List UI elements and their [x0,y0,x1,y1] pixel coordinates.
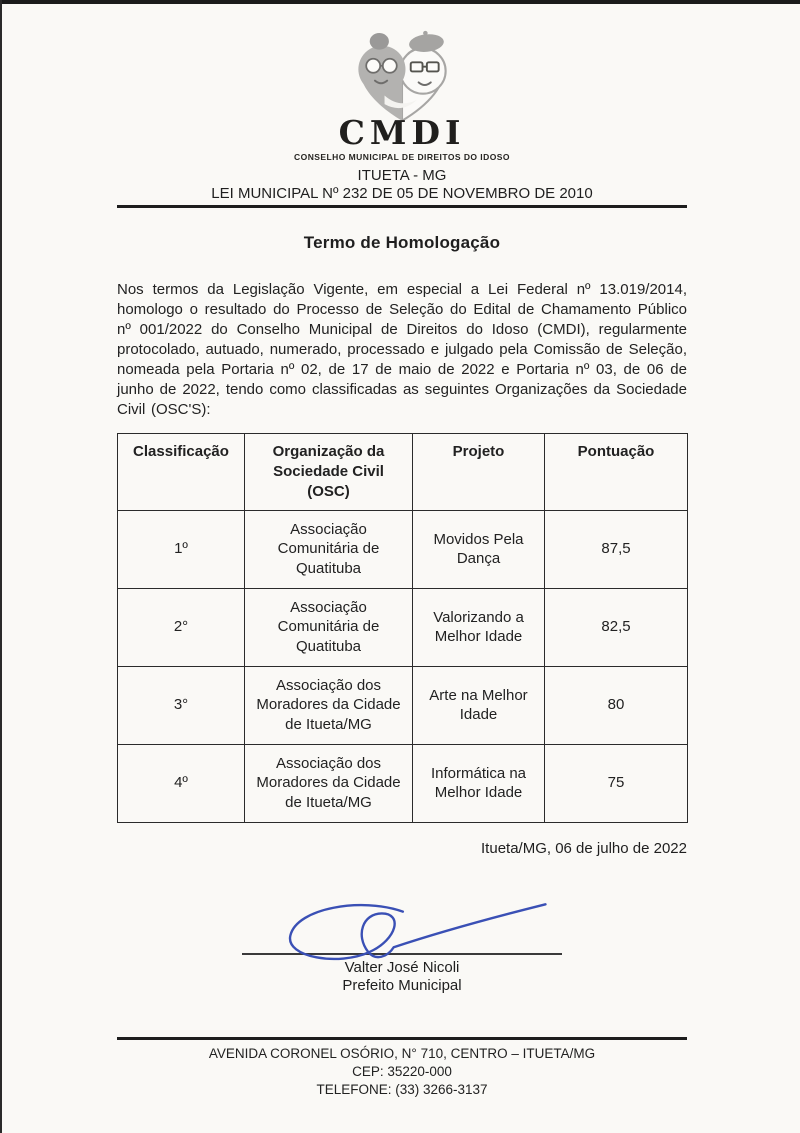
table-row [118,744,688,822]
cell-project: Arte na Melhor Idade [413,666,545,744]
place-date-line: Itueta/MG, 06 de julho de 2022 [481,839,687,857]
elderly-couple-heart-icon [336,30,468,126]
footer-address: AVENIDA CORONEL OSÓRIO, N° 710, CENTRO – ITUETA/MG [208,1046,596,1061]
cell-score: 82,5 [545,588,688,666]
scan-edge-left [0,0,2,1133]
classification-table [117,433,688,823]
cell-osc: Associação Comunitária de Quatituba [245,510,413,588]
cmdi-logo [117,30,687,126]
homologation-paragraph: Nos termos da Legislação Vigente, em especial a Lei Federal nº 13.019/2014, homologo o resultado do Processo de Seleção do Edital de Chamamento Público nº 001/2022 do Conselho Municipal de Direitos do Idoso (CMDI), regularmente protocolado, autuado, numerado, processado e julgado pela Comissão de Seleção, nomeada pela Portaria nº 02, de 17 de maio de 2022 e Portaria nº 03, de 06 de junho de 2022, tendo como classificadas as seguintes Organizações da Sociedade Civil (OSC'S): [117,280,687,418]
handwritten-signature-icon [262,897,562,961]
cell-project: Informática na Melhor Idade [413,744,545,822]
signature-block [117,897,687,997]
letterhead [117,0,687,208]
table-row [118,510,688,588]
letter-footer [117,1037,687,1099]
org-acronym: CMDI [338,113,466,152]
org-full-name: CONSELHO MUNICIPAL DE DIREITOS DO IDOSO [294,151,510,162]
cell-rank: 2° [118,588,245,666]
org-city: ITUETA - MG [357,166,447,184]
col-header-projeto: Projeto [413,433,545,510]
signer-role: Prefeito Municipal [342,977,462,995]
footer-cep: CEP: 35220-000 [352,1064,452,1079]
col-header-classificacao: Classificação [118,433,245,510]
table-header-row [118,433,688,510]
cell-osc: Associação dos Moradores da Cidade de Itueta/MG [245,744,413,822]
cell-osc: Associação dos Moradores da Cidade de Itueta/MG [245,666,413,744]
document-content [117,0,687,996]
cell-rank: 1º [118,510,245,588]
cell-rank: 4º [118,744,245,822]
municipal-law-line: LEI MUNICIPAL Nº 232 DE 05 DE NOVEMBRO DE 2010 [211,184,593,202]
signer-name: Valter José Nicoli [344,958,460,976]
col-header-osc: Organização da Sociedade Civil (OSC) [245,433,413,510]
header-divider [117,205,687,208]
cell-project: Valorizando a Melhor Idade [413,588,545,666]
col-header-pontuacao: Pontuação [545,433,688,510]
cell-score: 87,5 [545,510,688,588]
footer-divider [117,1037,687,1040]
document-title: Termo de Homologação [303,232,501,252]
cell-score: 75 [545,744,688,822]
cell-score: 80 [545,666,688,744]
cell-osc: Associação Comunitária de Quatituba [245,588,413,666]
table-row [118,666,688,744]
table-row [118,588,688,666]
cell-project: Movidos Pela Dança [413,510,545,588]
cell-rank: 3° [118,666,245,744]
footer-phone: TELEFONE: (33) 3266-3137 [316,1082,488,1097]
